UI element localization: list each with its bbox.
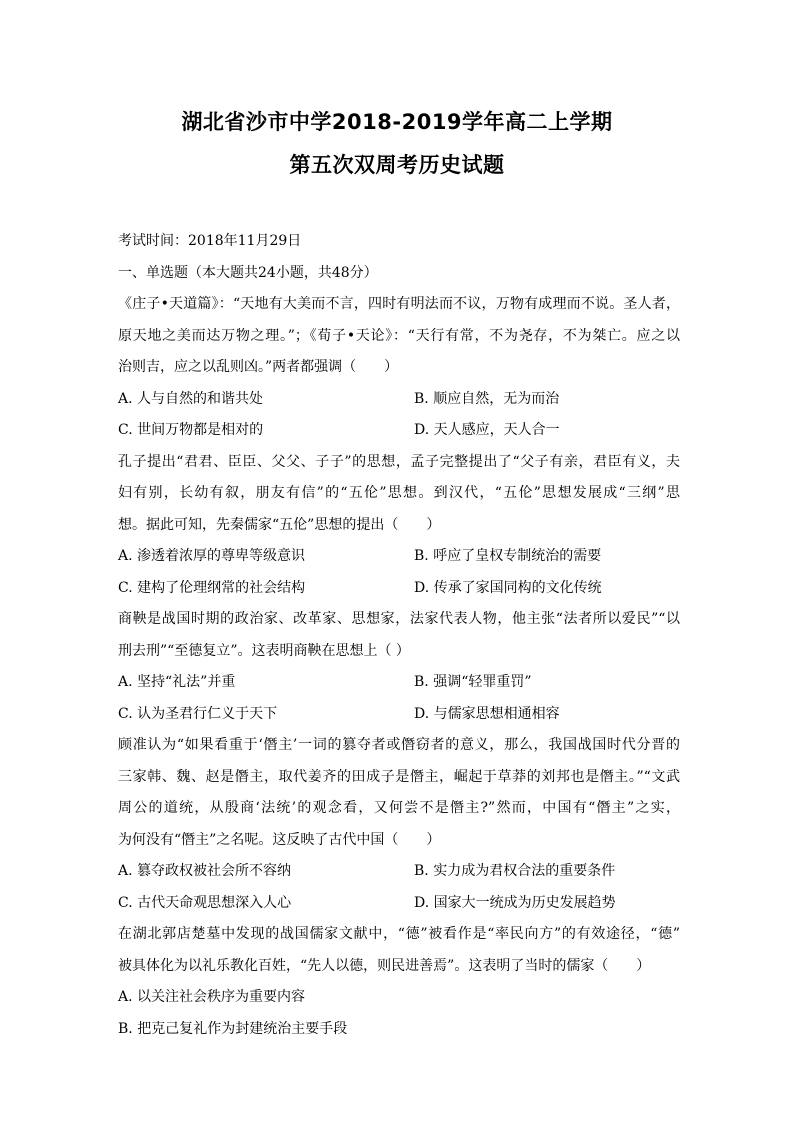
- option-c: C. 古代天命观思想深入人心: [118, 894, 292, 911]
- option-b: B. 顺应自然，无为而治: [414, 390, 560, 407]
- page-subtitle: 第五次双周考历史试题: [289, 153, 505, 177]
- question-5: [118, 919, 680, 982]
- question-1-options: [118, 384, 680, 447]
- question-2: [118, 447, 680, 542]
- exam-time: 考试时间：2018年11月29日: [118, 233, 302, 249]
- question-1: [118, 289, 680, 384]
- question-text-line: 孔子提出“君君、臣臣、父父、子子”的思想，孟子完整提出了“父子有亲，君臣有义，夫: [118, 453, 680, 470]
- option-a: A. 以关注社会秩序为重要内容: [118, 989, 306, 1005]
- option-a: A. 渗透着浓厚的尊卑等级意识: [118, 548, 306, 564]
- question-4-options: [118, 856, 680, 919]
- question-text-line: 顾准认为“如果看重于‘僭主’一词的篡夺者或僭窃者的意义，那么，我国战国时代分晋的: [118, 737, 680, 753]
- question-4: [118, 730, 680, 856]
- question-text-line: 治则吉，应之以乱则凶。”两者都强调（ ）: [118, 359, 399, 375]
- exam-content: [118, 226, 680, 1045]
- question-3: [118, 604, 680, 667]
- question-text-line: 在湖北郭店楚墓中发现的战国儒家文献中，“德”被看作是“率民向方”的有效途径，“德”: [118, 926, 680, 942]
- question-text-line: 商鞅是战国时期的政治家、改革家、思想家，法家代表人物，他主张“法者所以爱民”“以: [118, 611, 680, 627]
- question-text-line: 为何没有“僭主”之名呢。这反映了古代中国（ ）: [118, 831, 441, 848]
- option-a: A. 篡夺政权被社会所不容纳: [118, 863, 292, 879]
- option-b: B. 实力成为君权合法的重要条件: [414, 863, 616, 879]
- question-2-options: [118, 541, 680, 604]
- question-text-line: 三家韩、魏、赵是僭主，取代姜齐的田成子是僭主，崛起于草莽的刘邦也是僭主。”“文武: [118, 768, 680, 785]
- option-a: A. 人与自然的和谐共处: [118, 390, 264, 407]
- option-c: C. 建构了伦理纲常的社会结构: [118, 579, 306, 596]
- option-d: D. 传承了家国同构的文化传统: [414, 579, 602, 596]
- question-3-options: [118, 667, 680, 730]
- option-b: B. 呼应了皇权专制统治的需要: [414, 548, 602, 564]
- question-text-line: 刑去刑”“至德复立”。这表明商鞅在思想上（ ）: [118, 642, 410, 659]
- option-d: D. 天人感应，天人合一: [414, 422, 560, 438]
- option-d: D. 与儒家思想相通相容: [414, 705, 560, 722]
- question-text-line: 想。据此可知，先秦儒家“五伦”思想的提出（ ）: [118, 516, 441, 533]
- question-text-line: 被具体化为以礼乐教化百姓，“先人以德，则民进善焉”。这表明了当时的儒家（ ）: [118, 957, 651, 974]
- question-5-options: [118, 982, 680, 1045]
- option-c: C. 世间万物都是相对的: [118, 422, 264, 438]
- page-title: 湖北省沙市中学2018-2019学年高二上学期: [181, 110, 613, 134]
- option-d: D. 国家大一统成为历史发展趋势: [414, 894, 616, 911]
- option-b: B. 强调“轻罪重罚”: [414, 674, 532, 690]
- option-b: B. 把克己复礼作为封建统治主要手段: [118, 1020, 348, 1037]
- question-text-line: 原天地之美而达万物之理。”；《荀子•天论》：“天行有常，不为尧存，不为桀亡。应之以: [118, 327, 680, 344]
- option-a: A. 坚持“礼法”并重: [118, 674, 236, 690]
- section-heading: 一、单选题（本大题共24小题，共48分）: [118, 264, 378, 281]
- question-text-line: 周公的道统，从殷商‘法统’的观念看，又何尝不是僭主?”然而，中国有“僭主”之实，: [118, 800, 680, 816]
- option-c: C. 认为圣君行仁义于天下: [118, 705, 278, 722]
- question-text-line: 《庄子•天道篇》：“天地有大美而不言，四时有明法而不议，万物有成理而不说。圣人者，: [118, 296, 680, 312]
- question-text-line: 妇有别，长幼有叙，朋友有信”的“五伦”思想。到汉代，“五伦”思想发展成“三纲”思: [118, 485, 680, 501]
